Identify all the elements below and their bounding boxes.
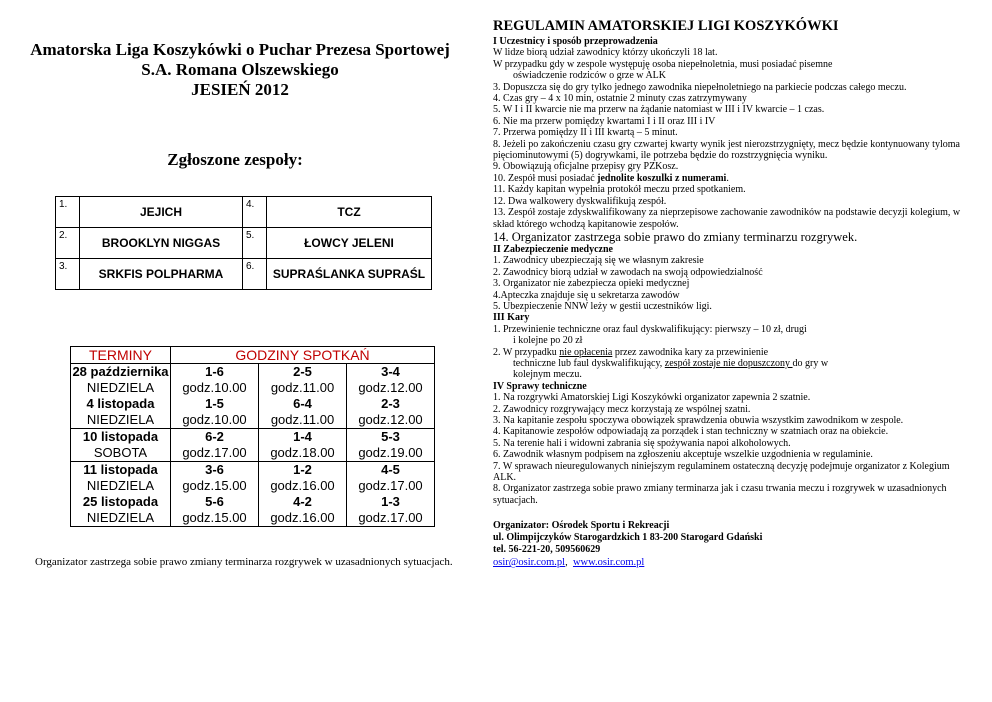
match-day: NIEDZIELA (71, 380, 171, 396)
match-pair: 1-6 (171, 364, 259, 381)
schedule-note: Organizator zastrzega sobie prawo zmiany terminarza rozgrywek w uzasadnionych sytuacjach. (35, 556, 453, 568)
table-row (71, 478, 435, 494)
rule-underline: zespół zostaje nie dopuszczony (664, 357, 793, 369)
match-day: NIEDZIELA (71, 510, 171, 527)
table-row (56, 197, 432, 228)
rules-title: REGULAMIN AMATORSKIEJ LIGI KOSZYKÓWKI (493, 18, 839, 34)
rule-emphasis: jednolite koszulki z numerami (597, 172, 727, 184)
header-line-1: Amatorska Liga Koszykówki o Puchar Prezesa Sportowej (30, 40, 450, 59)
match-time: godz.11.00 (259, 412, 347, 429)
match-time: godz.17.00 (171, 445, 259, 462)
rule-item: 1. Na rozgrywki Amatorskiej Ligi Koszykówki organizator zapewnia 2 szatnie. (493, 392, 811, 404)
section-title: III Kary (493, 312, 530, 324)
match-pair: 2-5 (259, 364, 347, 381)
match-pair: 5-3 (347, 429, 435, 446)
table-row (71, 429, 435, 446)
organizer-phone: tel. 56-221-20, 509560629 (493, 544, 601, 556)
match-date: 28 października (72, 364, 169, 379)
rule-text: . (726, 172, 729, 184)
team-number: 1. (56, 197, 80, 228)
team-number: 3. (56, 259, 80, 290)
team-name: SRKFIS POLPHARMA (80, 259, 243, 290)
rule-item: 11. Każdy kapitan wypełnia protokół meczu przed spotkaniem. (493, 184, 746, 196)
match-time: godz.19.00 (358, 445, 423, 460)
rule-item: W przypadku gdy w zespole występuję osoba niepełnoletnia, musi posiadać pisemne (493, 58, 833, 70)
match-day: NIEDZIELA (71, 478, 171, 494)
rule-item (493, 173, 963, 184)
rule-item: 9. Obowiązują oficjalne przepisy gry PZKosz. (493, 161, 679, 173)
team-number: 4. (243, 197, 267, 228)
rule-text: do gry w (792, 357, 829, 369)
team-name: SUPRAŚLANKA SUPRAŚL (267, 259, 432, 290)
match-time: godz.18.00 (259, 445, 347, 462)
match-time: godz.16.00 (259, 478, 347, 494)
table-row (71, 380, 435, 396)
rule-text: 2. W przypadku (493, 346, 560, 358)
table-row (56, 259, 432, 290)
match-pair: 6-4 (259, 396, 347, 412)
table-row (71, 364, 435, 381)
team-number: 6. (243, 259, 267, 290)
header-line-2: S.A. Romana Olszewskiego (141, 60, 339, 79)
match-date: 10 listopada (71, 429, 171, 446)
rule-item: 3. Na kapitanie zespołu spoczywa obowiązek sprawdzenia obuwia wszystkim zawodnikom w zespole. (493, 415, 904, 426)
match-day: NIEDZIELA (71, 412, 171, 429)
rule-item (493, 347, 963, 358)
match-date: 4 listopada (71, 396, 171, 412)
match-time: godz.10.00 (171, 380, 259, 396)
teams-table (55, 196, 432, 290)
rule-text: 10. Zespół musi posiadać (493, 172, 598, 184)
match-time: godz.17.00 (358, 510, 423, 525)
rule-item: 6. Zawodnik własnym podpisem na zgłoszeniu akceptuje wszelkie uzgodnienia w regulaminie. (493, 449, 873, 461)
rule-item (493, 358, 963, 369)
section-title: II Zabezpieczenie medyczne (493, 243, 613, 255)
match-day: SOBOTA (71, 445, 171, 462)
team-number: 2. (56, 228, 80, 259)
match-pair: 2-3 (381, 396, 400, 411)
match-time: godz.12.00 (358, 412, 423, 427)
rule-item: 13. Zespół zostaje zdyskwalifikowany za nieprzepisowe zachowanie zawodników na podstawie decyzji kolegium, w skład którego wchodzą kapitanowie zespołów. (493, 207, 961, 230)
league-header (20, 40, 460, 100)
link-separator: , (565, 557, 568, 569)
rule-underline: nie opłacenia (559, 346, 613, 358)
table-row (71, 494, 435, 510)
rule-item: 1. Przewinienie techniczne oraz faul dyskwalifikujący: pierwszy – 10 zł, drugi (493, 323, 807, 335)
rule-item: 2. Zawodnicy rozgrywający mecz korzystają ze wspólnej szatni. (493, 403, 751, 415)
rule-item: 4.Apteczka znajduje się u sekretarza zawodów (493, 289, 680, 301)
match-time: godz.15.00 (171, 478, 259, 494)
match-pair: 1-5 (171, 396, 259, 412)
organizer-info (493, 520, 963, 556)
terms-header: TERMINY (71, 347, 171, 364)
teams-title: Zgłoszone zespoły: (167, 150, 303, 169)
match-time: godz.16.00 (259, 510, 347, 527)
rule-item: 6. Nie ma przerw pomiędzy kwartami I i II oraz III i IV (493, 115, 716, 127)
match-time: godz.15.00 (171, 510, 259, 527)
match-pair: 1-2 (259, 462, 347, 479)
table-row (71, 412, 435, 429)
rules-body (493, 36, 963, 506)
match-time: godz.10.00 (171, 412, 259, 429)
rules-page (493, 18, 963, 569)
organizer-address: ul. Olimpijczyków Starogardzkich 1 83-200 Starogard Gdański (493, 532, 763, 544)
organizer-links (493, 556, 963, 569)
rule-item: 2. Zawodnicy biorą udział w zawodach na swoją odpowiedzialność (493, 266, 763, 278)
match-time: godz.11.00 (259, 380, 347, 396)
table-row (71, 445, 435, 462)
rule-item: 3. Dopuszcza się do gry tylko jednego zawodnika niepełnoletniego na parkiecie podczas całego meczu. (493, 81, 907, 93)
table-row (56, 228, 432, 259)
team-name: ŁOWCY JELENI (267, 228, 432, 259)
rule-item: 7. W sprawach nieuregulowanych niniejszym regulaminem ostateczną decyzję podejmuje organizator z Kolegium ALK. (493, 460, 950, 484)
rule-item: 5. Na terenie hali i widowni zabrania się spożywania napoi alkoholowych. (493, 437, 791, 449)
match-pair: 1-3 (381, 494, 400, 509)
match-pair: 5-6 (171, 494, 259, 510)
match-pair: 3-4 (347, 364, 435, 381)
rule-item: kolejnym meczu. (513, 369, 582, 381)
match-time: godz.12.00 (358, 380, 423, 395)
rule-item: 5. W I i II kwarcie nie ma przerw na żądanie natomiast w III i IV kwarcie – 1 czas. (493, 104, 825, 116)
rule-item: 1. Zawodnicy ubezpieczają się we własnym zakresie (493, 255, 704, 267)
rule-item: 8. Organizator zastrzega sobie prawo zmiany terminarza jak i czasu trwania meczu i rozgrywek w uzasadnionych sytuacjach. (493, 483, 947, 506)
hours-header: GODZINY SPOTKAŃ (235, 347, 370, 363)
match-pair: 6-2 (171, 429, 259, 446)
rule-item: i kolejne po 20 zł (513, 335, 583, 347)
section-title: I Uczestnicy i sposób przeprowadzenia (493, 36, 658, 47)
rule-item: 7. Przerwa pomiędzy II i III kwartą – 5 minut. (493, 127, 678, 139)
rule-item: 4. Kapitanowie zespołów odpowiadają za porządek i stan techniczny w szatniach oraz na obiekcie. (493, 426, 889, 438)
match-pair: 4-5 (347, 462, 435, 479)
table-row (71, 462, 435, 479)
schedule-header-row (71, 347, 435, 364)
match-pair: 3-6 (171, 462, 259, 479)
table-row (71, 510, 435, 527)
organizer-name: Organizator: Ośrodek Sportu i Rekreacji (493, 520, 670, 532)
team-name: BROOKLYN NIGGAS (80, 228, 243, 259)
left-page (0, 0, 470, 702)
rule-item: 12. Dwa walkowery dyskwalifikują zespół. (493, 195, 667, 207)
rule-item: 14. Organizator zastrzega sobie prawo do zmiany terminarzu rozgrywek. (493, 229, 858, 244)
table-row (71, 396, 435, 412)
match-pair: 1-4 (259, 429, 347, 446)
rule-item: W lidze biorą udział zawodnicy którzy ukończyli 18 lat. (493, 47, 718, 59)
rule-text: techniczne lub faul dyskwalifikujący, (513, 357, 665, 369)
match-time: godz.17.00 (358, 478, 423, 493)
header-line-3: JESIEŃ 2012 (191, 80, 289, 99)
rule-item: 3. Organizator nie zabezpiecza opieki medycznej (493, 278, 690, 290)
rule-item: 4. Czas gry – 4 x 10 min, ostatnie 2 minuty czas zatrzymywany (493, 93, 747, 105)
match-date: 11 listopada (71, 462, 171, 479)
rule-text: przez zawodnika kary za przewinienie (612, 346, 769, 358)
section-title: IV Sprawy techniczne (493, 380, 587, 392)
match-date: 25 listopada (71, 494, 171, 510)
team-name: TCZ (267, 197, 432, 228)
team-name: JEJICH (80, 197, 243, 228)
team-number: 5. (243, 228, 267, 259)
match-pair: 4-2 (259, 494, 347, 510)
rule-item: 5. Ubezpieczenie NNW leży w gestii uczestników ligi. (493, 300, 712, 312)
schedule-table (70, 346, 435, 527)
website-link[interactable]: www.osir.com.pl (572, 557, 645, 569)
rule-item: oświadczenie rodziców o grze w ALK (513, 70, 666, 82)
email-link[interactable]: osir@osir.com.pl (493, 557, 566, 569)
rule-item: 8. Jeżeli po zakończeniu czasu gry czwartej kwarty wynik jest nierozstrzygnięty, mecz będzie kontynuowany tyloma pięciominutowymi (5) dogrywkami, ile potrzeba będzie do rozstrzygnięcia wyniku. (493, 138, 960, 162)
